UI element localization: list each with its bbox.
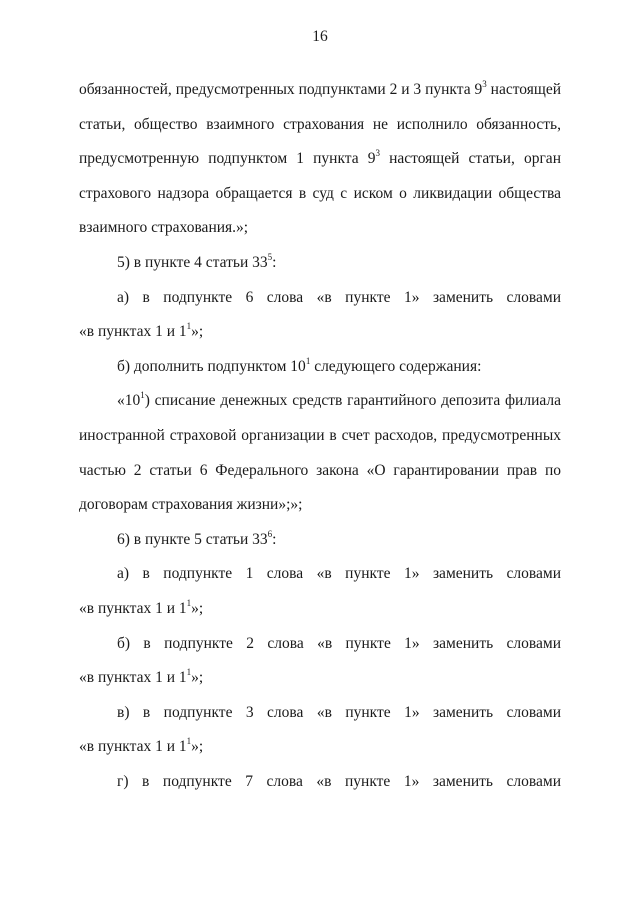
text-segment: частью 2 статьи 6 Федерального закона «О гарантировании прав по [79,462,561,479]
text-line [79,322,203,342]
superscript: 1 [186,598,192,608]
text-line [79,184,561,204]
text-segment: : [272,254,277,271]
text-segment: «в пунктах 1 и 1 [79,669,187,686]
superscript: 3 [482,79,487,89]
text-segment: 5) в пункте 4 статьи 33 [117,254,268,271]
text-segment: ) списание денежных средств гарантийного депозита филиала [144,392,561,409]
text-line [79,599,203,619]
text-line [117,772,561,792]
text-segment: предусмотренную подпунктом 1 пункта 9 [79,150,376,167]
superscript: 1 [186,667,192,677]
text-line [117,564,561,584]
superscript: 5 [267,252,273,262]
text-segment: г) в подпункте 7 слова «в пункте 1» заменить словами [117,773,561,790]
text-line [117,703,561,723]
text-segment: в) в подпункте 3 слова «в пункте 1» заменить словами [117,704,561,721]
text-segment: »; [191,669,204,686]
superscript: 3 [375,148,380,158]
text-line [79,461,561,481]
superscript: 1 [305,356,311,366]
text-segment: а) в подпункте 1 слова «в пункте 1» заменить словами [117,565,561,582]
text-line [117,357,481,377]
text-line [117,288,561,308]
text-line [117,634,561,654]
text-segment: иностранной страховой организации в счет расходов, предусмотренных [79,427,561,444]
text-segment: «в пунктах 1 и 1 [79,738,187,755]
text-line [79,218,248,238]
text-segment: «в пунктах 1 и 1 [79,600,187,617]
superscript: 1 [186,736,192,746]
text-segment: договорам страхования жизни»;»; [79,496,303,513]
text-segment: б) в подпункте 2 слова «в пункте 1» заменить словами [117,635,561,652]
text-segment: »; [191,323,204,340]
text-line [79,80,561,100]
superscript: 1 [186,321,192,331]
text-segment: обязанностей, предусмотренных подпунктами 2 и 3 пункта 9 [79,81,483,98]
text-segment: «10 [117,392,141,409]
text-segment: настоящей статьи, орган [380,150,561,167]
text-line [117,530,276,550]
text-segment: «в пунктах 1 и 1 [79,323,187,340]
text-segment: следующего содержания: [310,358,482,375]
page-number: 16 [312,28,328,45]
text-segment: страхового надзора обращается в суд с иском о ликвидации общества [79,185,561,202]
text-segment: »; [191,738,204,755]
text-segment: : [272,531,277,548]
text-segment: настоящей [486,81,561,98]
text-line [79,115,561,135]
text-line [79,737,203,757]
text-line [117,391,561,411]
text-segment: а) в подпункте 6 слова «в пункте 1» заменить словами [117,289,561,306]
text-segment: 6) в пункте 5 статьи 33 [117,531,268,548]
text-segment: взаимного страхования.»; [79,219,249,236]
text-segment: статьи, общество взаимного страхования не исполнило обязанность, [79,116,561,133]
text-line [117,253,276,273]
text-line [79,149,561,169]
text-line [79,668,203,688]
text-segment: б) дополнить подпунктом 10 [117,358,306,375]
text-segment: »; [191,600,204,617]
text-line [79,426,561,446]
text-line [79,495,302,515]
superscript: 6 [267,529,273,539]
superscript: 1 [140,390,145,400]
